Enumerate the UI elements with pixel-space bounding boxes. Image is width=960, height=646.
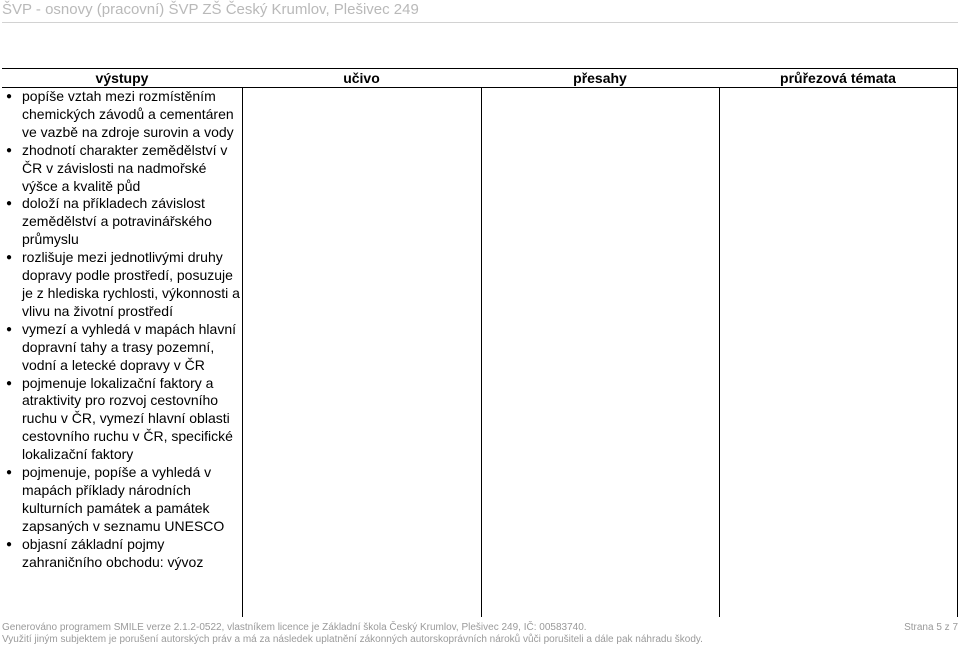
outcome-text: doloží na příkladech závislost zemědělství a potravinářského průmyslu [22, 195, 212, 248]
bullet-icon: ● [6, 198, 13, 210]
outcome-item [6, 375, 246, 465]
outcome-text: zhodnotí charakter zemědělství v ČR v závislosti na nadmořské výšce a kvalitě půd [22, 141, 228, 194]
outcome-item [6, 464, 246, 536]
footer-generated-note: Generováno programem SMILE verze 2.1.2-0522, vlastníkem licence je Základní škola Český Krumlov, Plešivec 249, IČ: 00583740. [2, 622, 587, 633]
bullet-icon: ● [6, 252, 13, 264]
column-header-ucivo: učivo [343, 70, 380, 86]
bullet-icon: ● [6, 377, 13, 389]
footer-copyright-note: Využití jiným subjektem je porušení autorských práv a má za následek uplatnění zákonných autorskoprávních nároků vůči porušiteli a dále pak náhradu škody. [2, 634, 703, 645]
outcome-item [6, 321, 246, 375]
outcomes-list [6, 88, 246, 571]
bullet-icon: ● [6, 323, 13, 335]
outcome-item [6, 536, 246, 572]
footer-page-number: Strana 5 z 7 [904, 622, 958, 633]
bullet-icon: ● [6, 144, 13, 156]
column-header-prurezova-temata: průřezová témata [780, 70, 896, 86]
bullet-icon: ● [6, 538, 13, 550]
bullet-icon: ● [6, 91, 13, 102]
column-divider-3 [719, 87, 720, 617]
outcome-text: pojmenuje, popíše a vyhledá v mapách příklady národních kulturních památek a památek zapsaných v seznamu UNESCO [22, 464, 225, 534]
outcome-text: pojmenuje lokalizační faktory a atraktivity pro rozvoj cestovního ruchu v ČR, vymezí hlavní oblasti cestovního ruchu v ČR, specifické lokalizační faktory [22, 374, 233, 463]
outcome-text: objasní základní pojmy zahraničního obchodu: vývoz [22, 535, 204, 570]
outcome-text: vymezí a vyhledá v mapách hlavní dopravní tahy a trasy pozemní, vodní a letecké dopravy v ČR [22, 320, 236, 373]
document-header-title: ŠVP - osnovy (pracovní) ŠVP ZŠ Český Krumlov, Plešivec 249 [2, 1, 419, 18]
outcome-item [6, 142, 246, 196]
column-divider-2 [481, 87, 482, 617]
table-right-border [957, 68, 958, 617]
outcome-text: popíše vztah mezi rozmístěním chemických závodů a cementáren ve vazbě na zdroje surovin a vody [22, 88, 234, 140]
table-top-border [2, 68, 958, 69]
column-header-vystupy: výstupy [95, 70, 149, 86]
outcome-item [6, 195, 246, 249]
outcome-item [6, 88, 246, 142]
outcome-text: rozlišuje mezi jednotlivými druhy dopravy podle prostředí, posuzuje je z hlediska rychlosti, výkonnosti a vlivu na životní prostředí [22, 249, 240, 319]
bullet-icon: ● [6, 467, 13, 479]
header-rule [2, 22, 958, 23]
outcome-item [6, 249, 246, 321]
column-header-presahy: přesahy [573, 70, 627, 86]
